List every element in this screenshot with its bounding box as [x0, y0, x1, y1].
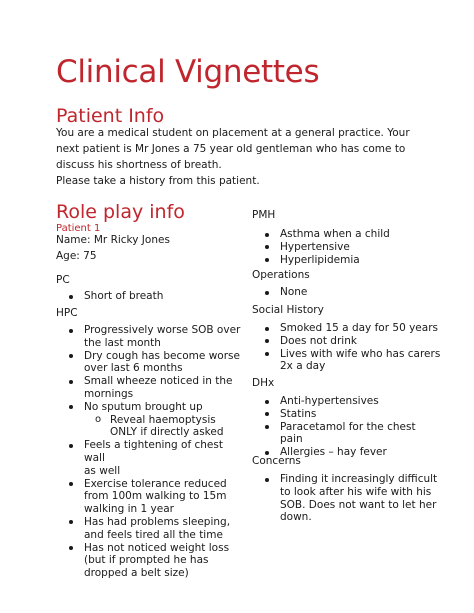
sub-list-item-continued: ONLY if directly asked — [110, 426, 224, 439]
instruction-text: Please take a history from this patient. — [56, 175, 260, 187]
hpc-label: HPC — [56, 307, 78, 319]
sub-list-item: o Reveal haemoptysis — [56, 414, 246, 427]
list-item: No sputum brought up — [56, 401, 246, 414]
patient-subheading: Patient 1 — [56, 223, 101, 234]
list-item: Small wheeze noticed in the mornings — [56, 375, 246, 401]
list-item: None — [252, 286, 442, 299]
dhx-label: DHx — [252, 377, 275, 389]
list-item: Has had problems sleeping, and feels tired all the time — [56, 516, 246, 542]
social-history-label: Social History — [252, 304, 324, 316]
list-item: Has not noticed weight loss (but if prompted he has dropped a belt size) — [56, 542, 246, 580]
social-history-list — [252, 322, 452, 373]
list-item: Hypertensive — [252, 241, 442, 254]
patient-intro-text: You are a medical student on placement at a general practice. Your next patient is Mr Jones a 75 year old gentleman who has come to discuss his shortness of breath. — [56, 127, 410, 172]
concerns-label: Concerns — [252, 455, 301, 467]
patient-name: Name: Mr Ricky Jones — [56, 234, 170, 246]
pc-label: PC — [56, 274, 70, 286]
list-item: Asthma when a child — [252, 228, 442, 241]
pmh-list — [252, 228, 442, 266]
pmh-label: PMH — [252, 209, 276, 221]
role-play-heading: Role play info — [56, 201, 185, 223]
concerns-list — [252, 473, 452, 524]
dhx-list — [252, 395, 452, 459]
page-title: Clinical Vignettes — [56, 54, 320, 90]
patient-age: Age: 75 — [56, 250, 97, 262]
operations-label: Operations — [252, 269, 310, 281]
list-item: Smoked 15 a day for 50 years — [252, 322, 452, 335]
list-item: Does not drink — [252, 335, 452, 348]
list-item: Allergies – hay fever — [252, 446, 452, 459]
list-item: Lives with wife who has carers 2x a day — [252, 348, 452, 374]
list-item: Statins — [252, 408, 452, 421]
patient-info-heading: Patient Info — [56, 105, 165, 127]
list-item: Dry cough has become worse over last 6 months — [56, 350, 246, 376]
list-item: Hyperlipidemia — [252, 254, 442, 267]
list-item: Progressively worse SOB over the last month — [56, 324, 246, 350]
pc-list — [56, 290, 236, 303]
list-item: Short of breath — [56, 290, 236, 303]
list-item: Paracetamol for the chest pain — [252, 421, 452, 447]
operations-list — [252, 286, 442, 299]
list-item: Exercise tolerance reduced from 100m walking to 15m walking in 1 year — [56, 478, 246, 516]
list-item: Finding it increasingly difficult to look after his wife with his SOB. Does not want to let her down. — [252, 473, 452, 524]
list-item: Feels a tightening of chest wall as well — [56, 439, 246, 477]
list-item: Anti-hypertensives — [252, 395, 452, 408]
hpc-list — [56, 324, 246, 580]
